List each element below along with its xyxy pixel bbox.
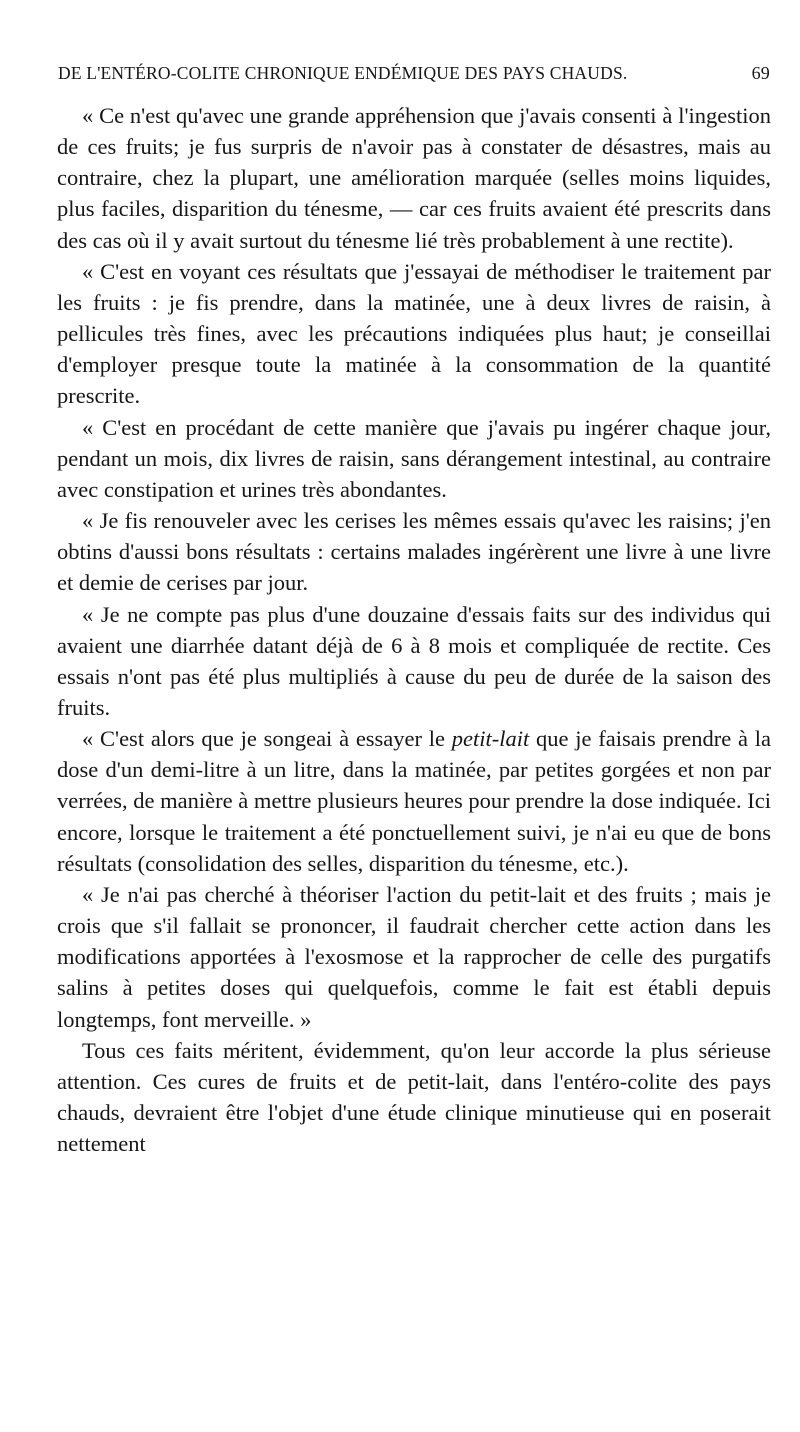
page-number: 69 — [751, 63, 770, 83]
paragraph-4: « Je fis renouveler avec les cerises les mêmes essais qu'avec les raisins; j'en obtins d'aussi bons résultats : certains malades ingérèrent une livre à une livre et demie de cerises par jour. — [57, 508, 771, 596]
running-title: DE L'ENTÉRO-COLITE CHRONIQUE ENDÉMIQUE DES PAYS CHAUDS. — [58, 63, 628, 83]
paragraph-6-emphasis: petit-lait — [451, 726, 530, 752]
body-text — [57, 100, 771, 1159]
paragraph-8: Tous ces faits méritent, évidemment, qu'on leur accorde la plus sérieuse attention. Ces cures de fruits et de petit-lait, dans l'entéro-colite des pays chauds, devraient être l'objet d'une étude clinique minutieuse qui en poserait nettement — [57, 1037, 771, 1157]
paragraph-6-text-after: que je faisais prendre à la dose d'un demi-litre à un litre, dans la matinée, par petites gorgées et non par verrées, de manière à mettre plusieurs heures pour prendre la dose indiquée. Ici encore, lorsque le traitement a été ponctuellement suivi, je n'ai eu que de bons résultats (consolidation des selles, disparition du ténesme, etc.). — [57, 726, 772, 876]
paragraph-3: « C'est en procédant de cette manière que j'avais pu ingérer chaque jour, pendant un mois, dix livres de raisin, sans dérangement intestinal, au contraire avec constipation et urines très abondantes. — [57, 414, 771, 502]
paragraph-5: « Je ne compte pas plus d'une douzaine d'essais faits sur des individus qui avaient une diarrhée datant déjà de 6 à 8 mois et compliquée de rectite. Ces essais n'ont pas été plus multipliés à cause du peu de durée de la saison des fruits. — [57, 601, 771, 720]
running-head — [58, 63, 770, 89]
paragraph-6-text-before: « C'est alors que je songeai à essayer le — [82, 726, 452, 752]
paragraph-7: « Je n'ai pas cherché à théoriser l'action du petit-lait et des fruits ; mais je crois que s'il fallait se prononcer, il faudrait chercher cette action dans les modifications apportées à l'exosmose et la rapprocher de celle des purgatifs salins à petites doses qui quelquefois, comme le fait est établi depuis longtemps, font merveille. » — [57, 881, 771, 1032]
paragraph-2: « C'est en voyant ces résultats que j'essayai de méthodiser le traitement par les fruits : je fis prendre, dans la matinée, une à deux livres de raisin, à pellicules très fines, avec les précautions indiquées plus haut; je conseillai d'employer presque toute la matinée à la consommation de la quantité prescrite. — [57, 258, 771, 409]
paragraph-6 — [57, 723, 771, 879]
paragraph-1: « Ce n'est qu'avec une grande appréhension que j'avais consenti à l'ingestion de ces fruits; je fus surpris de n'avoir pas à constater de désastres, mais au contraire, chez la plupart, une amélioration marquée (selles moins liquides, plus faciles, disparition du ténesme, — car ces fruits avaient été prescrits dans des cas où il y avait surtout du ténesme lié très probablement à une rectite). — [57, 103, 771, 253]
